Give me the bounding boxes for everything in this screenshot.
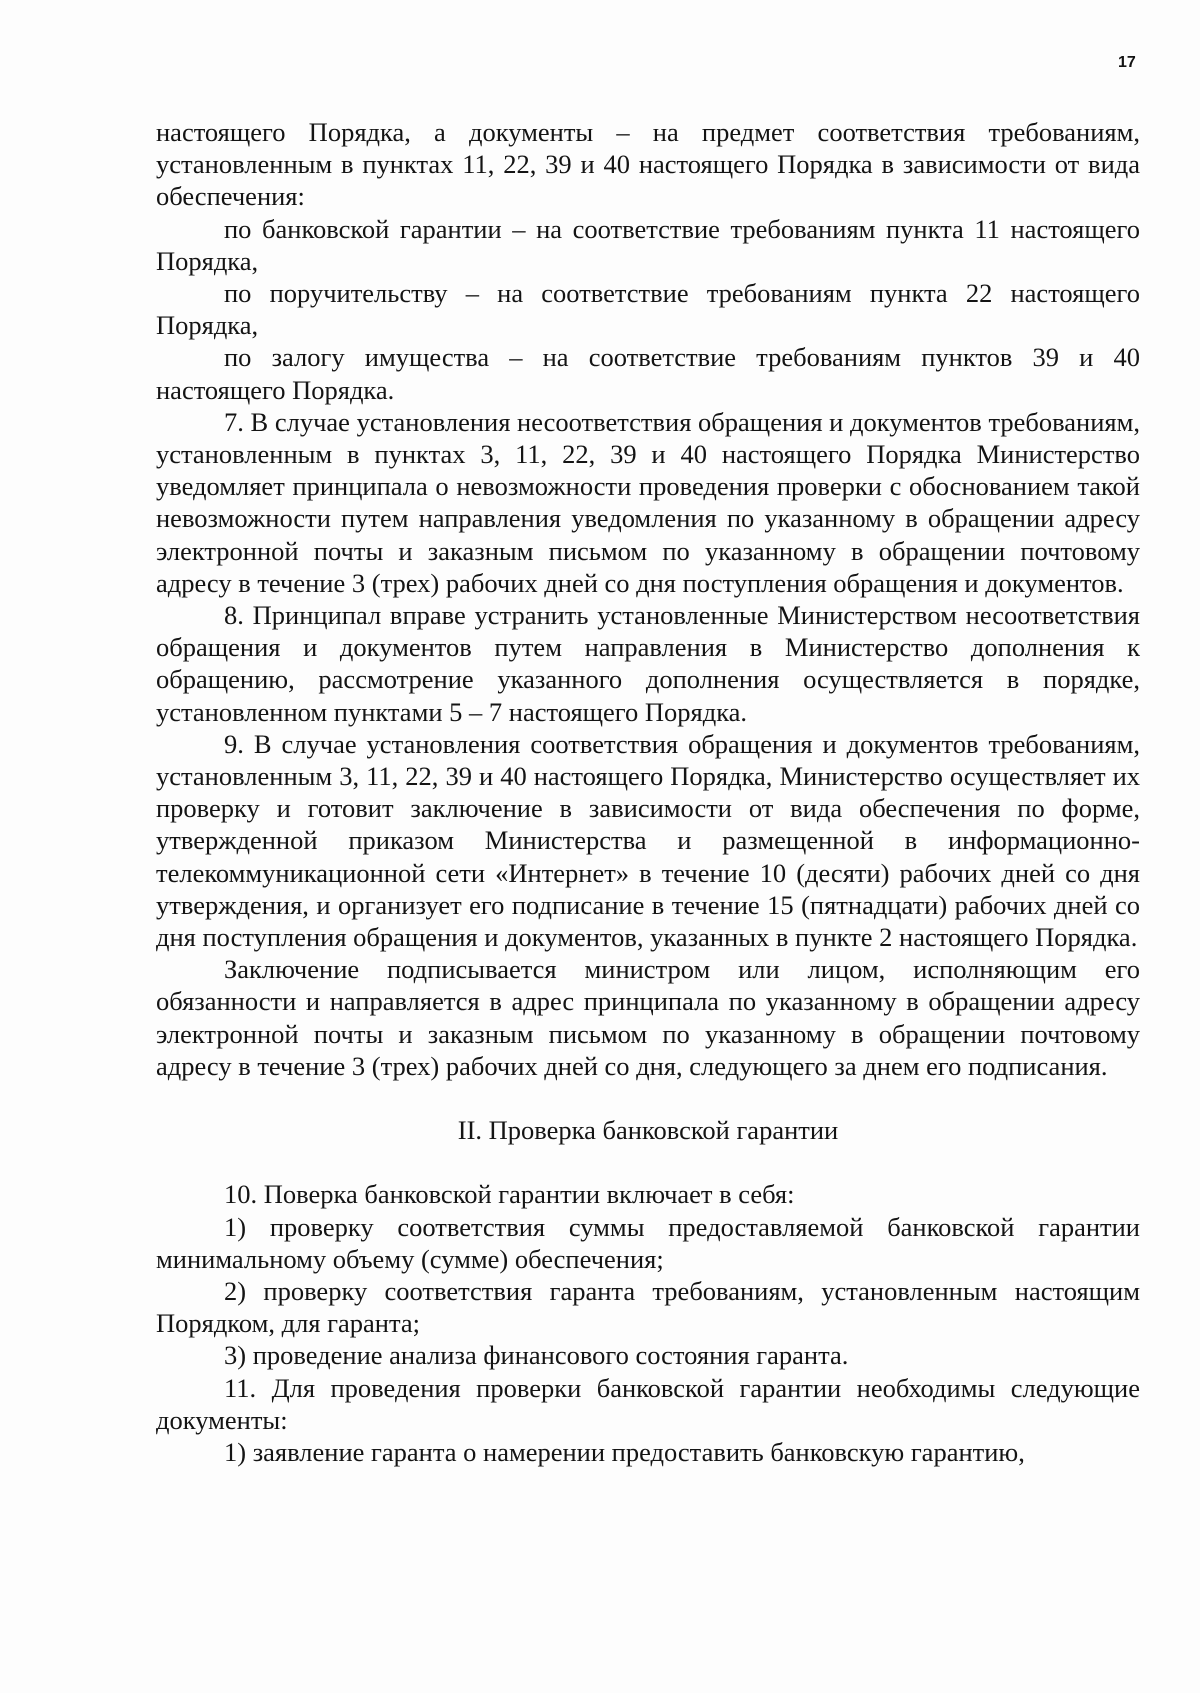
paragraph-pledge: по залогу имущества – на соответствие требованиям пунктов 39 и 40 настоящего Порядка. bbox=[156, 342, 1140, 405]
section-title: II. Проверка банковской гарантии bbox=[457, 1115, 839, 1146]
paragraph-item-8: 8. Принципал вправе устранить установленные Министерством несоответствия обращения и документов путем направления в Министерство дополнения к обращению, рассмотрение указанного дополнения осуществляется в порядке, установленном пунктами 5 – 7 настоящего Порядка. bbox=[156, 600, 1140, 727]
paragraph-item-10-1: 1) проверку соответствия суммы предоставляемой банковской гарантии минимальному объему (сумме) обеспечения; bbox=[156, 1211, 1140, 1274]
page-number: 17 bbox=[1118, 54, 1136, 71]
paragraph-conclusion: Заключение подписывается министром или лицом, исполняющим его обязанности и направляется в адрес принципала по указанному в обращении адресу электронной почты и заказным письмом по указанному в обращении почтовому адресу в течение 3 (трех) рабочих дней со дня, следующего за днем его подписания. bbox=[156, 954, 1140, 1081]
paragraph-item-10-2: 2) проверку соответствия гаранта требованиям, установленным настоящим Порядком, для гаранта; bbox=[156, 1275, 1140, 1339]
paragraph-bank-guarantee: по банковской гарантии – на соответствие требованиям пункта 11 настоящего Порядка, bbox=[156, 213, 1140, 276]
paragraph-item-10-3: 3) проведение анализа финансового состояния гаранта. bbox=[224, 1340, 849, 1371]
paragraph-surety: по поручительству – на соответствие требованиям пункта 22 настоящего Порядка, bbox=[156, 278, 1140, 341]
paragraph-item-9: 9. В случае установления соответствия обращения и документов требованиям, установленным 3, 11, 22, 39 и 40 настоящего Порядка, Министерство осуществляет их проверку и готовит заключение в зависимости от вида обеспечения по форме, утвержденной приказом Министерства и размещенной в информационно-телекоммуникационной сети «Интернет» в течение 10 (десяти) рабочих дней со дня утверждения, и организует его подписание в течение 15 (пятнадцати) рабочих дней со дня поступления обращения и документов, указанных в пункте 2 настоящего Порядка. bbox=[156, 728, 1140, 953]
paragraph-item-7: 7. В случае установления несоответствия обращения и документов требованиям, установленным в пунктах 3, 11, 22, 39 и 40 настоящего Порядка Министерство уведомляет принципала о невозможности проведения проверки с обоснованием такой невозможности путем направления уведомления по указанному в обращении адресу электронной почты и заказным письмом по указанному в обращении почтовому адресу в течение 3 (трех) рабочих дней со дня поступления обращения и документов. bbox=[156, 406, 1140, 598]
paragraph-item-11: 11. Для проведения проверки банковской гарантии необходимы следующие документы: bbox=[156, 1372, 1140, 1435]
paragraph-item-11-1: 1) заявление гаранта о намерении предоставить банковскую гарантию, bbox=[224, 1436, 1025, 1467]
document-body bbox=[156, 116, 1140, 1468]
paragraph-item-10: 10. Поверка банковской гарантии включает в себя: bbox=[224, 1179, 795, 1210]
paragraph-continuation: настоящего Порядка, а документы – на предмет соответствия требованиям, установленным в пунктах 11, 22, 39 и 40 настоящего Порядка в зависимости от вида обеспечения: bbox=[156, 117, 1140, 212]
